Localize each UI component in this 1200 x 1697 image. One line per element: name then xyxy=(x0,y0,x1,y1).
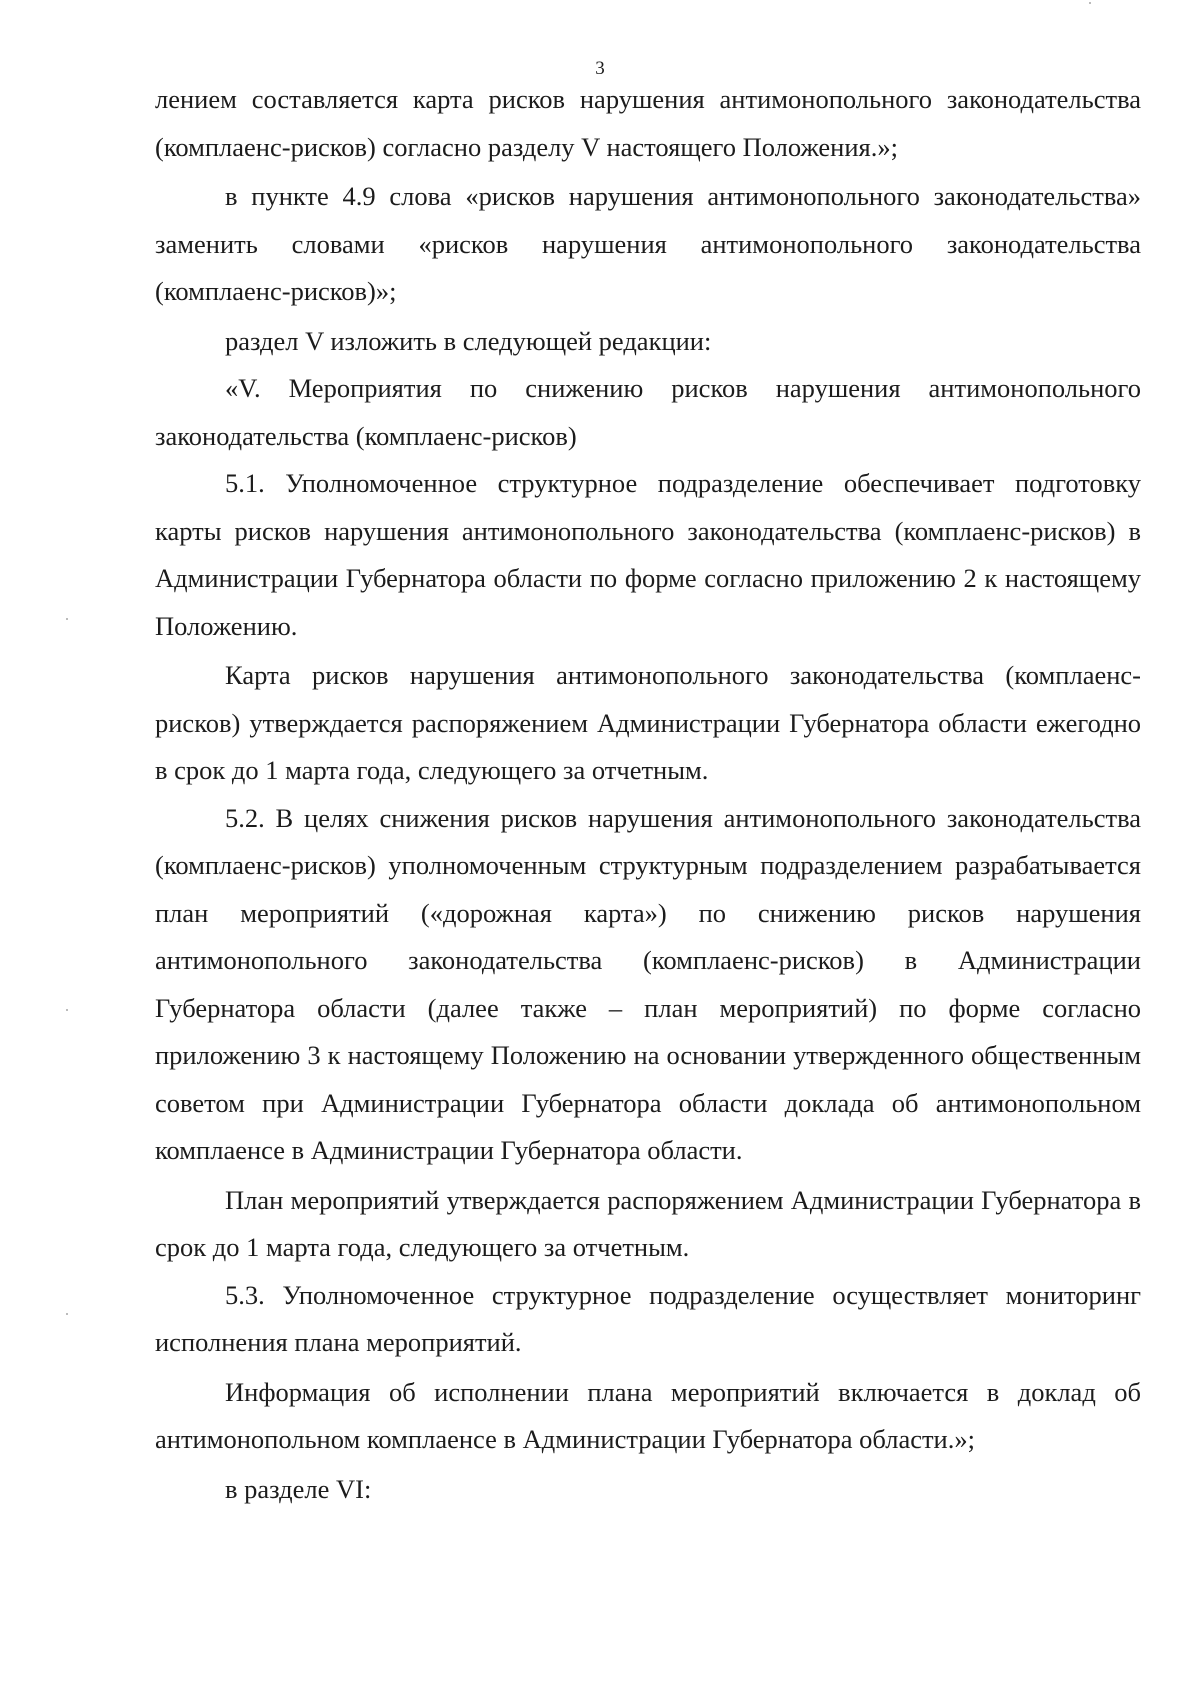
paragraph-risk-map-approval: Карта рисков нарушения антимонопольного законодательства (комплаенс-рисков) утверждается распоряжением Администрации Губернатора области ежегодно в срок до 1 марта года, следующего за отчетным. xyxy=(155,660,1141,785)
paragraph-section-vi: в разделе VI: xyxy=(225,1473,372,1504)
paragraph-continuation: лением составляется карта рисков нарушения антимонопольного законодательства (комплаенс-рисков) согласно разделу V настоящего Положения.»; xyxy=(155,84,1141,162)
paragraph-5-1: 5.1. Уполномоченное структурное подразделение обеспечивает подготовку карты рисков нарушения антимонопольного законодательства (комплаенс-рисков) в Администрации Губернатора области по форме согласно приложению 2 к настоящему Положению. xyxy=(155,468,1141,641)
paragraph-clause-4-9: в пункте 4.9 слова «рисков нарушения антимонопольного законодательства» заменить словами «рисков нарушения антимонопольного законодательства (комплаенс-рисков)»; xyxy=(155,181,1141,306)
paragraph-5-3: 5.3. Уполномоченное структурное подразделение осуществляет мониторинг исполнения плана мероприятий. xyxy=(155,1279,1141,1357)
paragraph-section-v-intro: раздел V изложить в следующей редакции: xyxy=(225,325,712,356)
scan-speck xyxy=(1089,2,1091,4)
paragraph-plan-approval: План мероприятий утверждается распоряжением Администрации Губернатора в срок до 1 марта года, следующего за отчетным. xyxy=(155,1184,1141,1262)
scan-speck xyxy=(66,1313,68,1315)
page-number: 3 xyxy=(595,58,605,79)
document-body xyxy=(155,76,1141,1513)
section-v-heading: «V. Мероприятия по снижению рисков нарушения антимонопольного законодательства (комплаенс-рисков) xyxy=(155,373,1141,451)
scan-speck xyxy=(66,1009,68,1011)
paragraph-plan-report: Информация об исполнении плана мероприятий включается в доклад об антимонопольном комплаенсе в Администрации Губернатора области.»; xyxy=(155,1376,1141,1454)
scan-speck xyxy=(66,618,68,620)
paragraph-5-2: 5.2. В целях снижения рисков нарушения антимонопольного законодательства (комплаенс-рисков) уполномоченным структурным подразделением разрабатывается план мероприятий («дорожная карта») по снижению рисков нарушения антимонопольного законодательства (комплаенс-рисков) в Администрации Губернатора области (далее также – план мероприятий) по форме согласно приложению 3 к настоящему Положению на основании утвержденного общественным советом при Администрации Губернатора области доклада об антимонопольном комплаенсе в Администрации Губернатора области. xyxy=(155,802,1141,1165)
